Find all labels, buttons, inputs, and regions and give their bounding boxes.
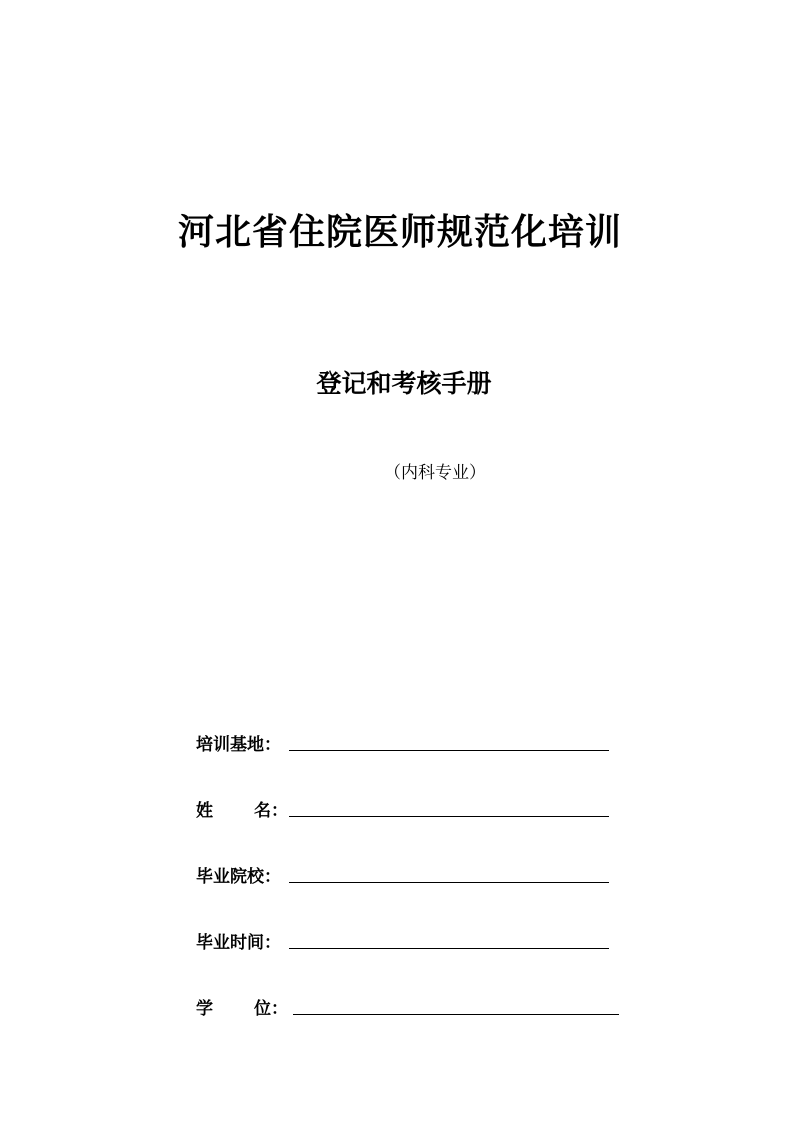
- degree-label: [196, 994, 288, 1019]
- graduate-school-input-line[interactable]: [289, 882, 609, 883]
- graduate-school-label: 毕业院校：: [196, 867, 281, 887]
- graduation-date-label: 毕业时间：: [196, 933, 281, 953]
- name-label-char-2: 名：: [254, 801, 288, 821]
- document-subtitle: 登记和考核手册: [316, 369, 492, 398]
- specialty-label: （内科专业）: [384, 463, 486, 483]
- training-base-input-line[interactable]: [289, 750, 609, 751]
- degree-input-line[interactable]: [293, 1014, 619, 1015]
- name-label: [196, 796, 288, 821]
- graduation-date-input-line[interactable]: [289, 948, 609, 949]
- name-input-line[interactable]: [289, 816, 609, 817]
- training-base-label: 培训基地：: [196, 735, 281, 755]
- degree-label-char-2: 位：: [254, 999, 288, 1019]
- degree-label-char-1: 学: [196, 999, 213, 1019]
- document-title: 河北省住院医师规范化培训: [177, 212, 622, 253]
- name-label-char-1: 姓: [196, 801, 213, 821]
